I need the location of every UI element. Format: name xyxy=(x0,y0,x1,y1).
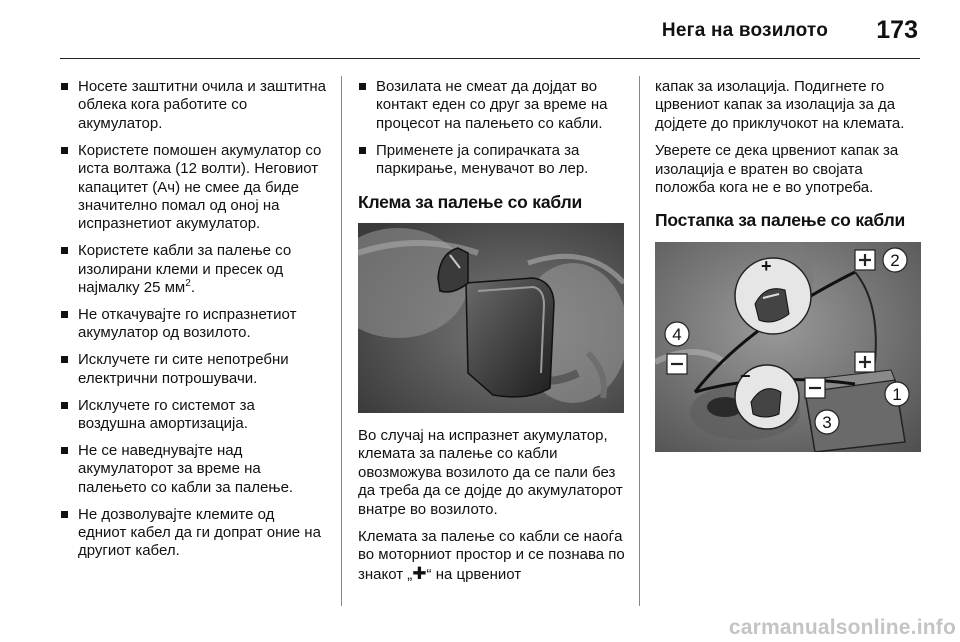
bullet-square-icon xyxy=(359,147,366,154)
bullet-square-icon xyxy=(61,402,68,409)
callout-3 xyxy=(815,410,839,434)
paragraph: Во случај на испразнет акумулатор, клемата за палење со кабли овозможува возилото да се пали без да треба да се дојде до акумулаторот внатре во возилото. xyxy=(358,426,623,518)
column-divider-left xyxy=(341,76,342,606)
superscript: 2 xyxy=(185,278,191,290)
list-item: Користете помошен акумулатор со иста волтажа (12 волти). Неговиот капацитет (Ач) не смее да биде значително помал од оној на испразнетиот акумулатор. xyxy=(60,142,326,234)
minus-label: − xyxy=(740,365,751,386)
list-item: Не се наведнувајте над акумулаторот за време на палењето со кабли за палење. xyxy=(60,442,326,497)
bullet-square-icon xyxy=(61,447,68,454)
paragraph: Клемата за палење со кабли се наоѓа во моторниот простор и се познава по знакот „✚“ на црвениот xyxy=(358,527,625,583)
plus-box-icon xyxy=(855,250,875,270)
preparation-list xyxy=(358,78,626,179)
page-header xyxy=(60,0,920,59)
plus-sign-icon: ✚ xyxy=(412,563,427,583)
section-heading-jump-procedure: Постапка за палење со кабли xyxy=(655,210,906,231)
column-divider-right xyxy=(639,76,640,606)
svg-text:3: 3 xyxy=(822,412,832,432)
paragraph: Уверете се дека црвениот капак за изолација е вратен во својата положба кога не е во употреба. xyxy=(655,142,899,197)
list-item: Носете заштитни очила и заштитна облека кога работите со акумулатор. xyxy=(60,78,326,133)
minus-box-icon xyxy=(667,354,687,374)
column-right xyxy=(655,78,925,452)
callout-2 xyxy=(883,248,907,272)
list-item: Исклучете го системот за воздушна амортизација. xyxy=(60,397,326,434)
callout-4 xyxy=(665,322,689,346)
svg-text:1: 1 xyxy=(892,384,902,404)
minus-box-icon xyxy=(805,378,825,398)
column-middle xyxy=(358,78,626,593)
callout-1 xyxy=(885,382,909,406)
section-heading-jump-terminal: Клема за палење со кабли xyxy=(358,191,583,212)
list-item: Применете ја сопирачката за паркирање, менувачот во лер. xyxy=(358,142,626,179)
list-item: Возилата не смеат да дојдат во контакт еден со друг за време на процесот на палењето со кабли. xyxy=(358,78,626,133)
jump-start-procedure-illustration xyxy=(655,242,921,452)
list-item: Не дозволувајте клемите од едниот кабел да ги допрат оние на другиот кабел. xyxy=(60,506,326,561)
bullet-square-icon xyxy=(61,247,68,254)
svg-text:2: 2 xyxy=(890,250,900,270)
watermark: carmanualsonline.info xyxy=(728,616,956,639)
svg-text:4: 4 xyxy=(672,324,682,344)
column-left xyxy=(60,78,326,569)
jump-terminal-illustration xyxy=(358,223,624,413)
precautions-list xyxy=(60,78,326,561)
bullet-square-icon xyxy=(61,511,68,518)
bullet-square-icon xyxy=(61,83,68,90)
plus-label: + xyxy=(761,255,772,276)
list-item: Не откачувајте го испразнетиот акумулатор од возилото. xyxy=(60,306,326,343)
bullet-square-icon xyxy=(61,311,68,318)
bullet-square-icon xyxy=(61,356,68,363)
list-item: Користете кабли за палење со изолирани клеми и пресек од најмалку 25 $мм^2$. xyxy=(60,242,326,297)
bullet-square-icon xyxy=(61,147,68,154)
page-title: Нега на возилото xyxy=(661,20,828,41)
bullet-square-icon xyxy=(359,83,366,90)
list-item: Исклучете ги сите непотребни електрични потрошувачи. xyxy=(60,351,326,388)
page-number: 173 xyxy=(876,16,918,44)
plus-box-icon xyxy=(855,352,875,372)
paragraph: капак за изолација. Подигнете го црвениот капак за изолација за да дојдете до приклучокот на клемата. xyxy=(655,78,905,132)
